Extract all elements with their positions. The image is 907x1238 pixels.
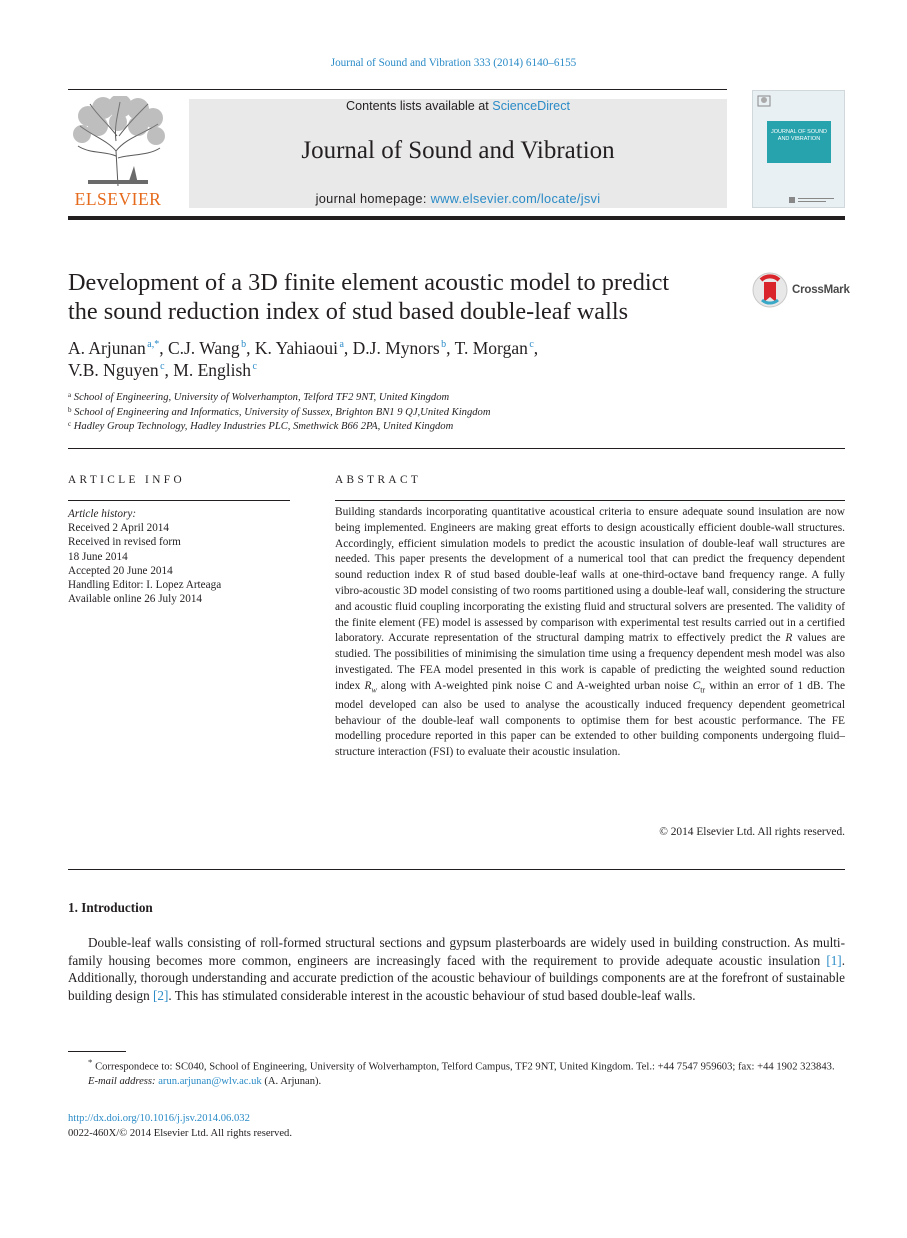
correspondence-footnote: * Correspondece to: SC040, School of Engineering, University of Wolverhampton, Telford Campus, TF2 9NT, United Kingdom. Tel.: +44 7547 959603; fax: +44 1902 323843.	[88, 1057, 835, 1073]
abstract-body	[335, 505, 845, 761]
symbol-r: R	[785, 632, 793, 645]
author-name: T. Morgan	[454, 338, 528, 358]
contents-prefix: Contents lists available at	[345, 99, 493, 113]
footnotes	[68, 1055, 845, 1090]
footnote-rule	[68, 1051, 126, 1052]
divider-rule	[68, 869, 845, 870]
crossmark-label: CrossMark	[792, 284, 850, 296]
abstract-text-part: along with A-weighted pink noise C and A-weighted urban noise	[376, 679, 693, 692]
crossmark-icon	[752, 272, 788, 308]
author-name: M. English	[173, 360, 252, 380]
author-affiliation-mark[interactable]: a,*	[147, 339, 160, 350]
cover-elsevier-icon	[757, 95, 771, 107]
symbol-ctr: $C_{tr}$	[692, 679, 706, 695]
contents-line	[189, 99, 727, 113]
abstract-heading: ABSTRACT	[335, 474, 422, 486]
journal-homepage	[189, 191, 727, 206]
author-name: D.J. Mynors	[352, 338, 440, 358]
affiliation-item	[68, 420, 768, 435]
email-label: E-mail address:	[88, 1076, 159, 1088]
author-affiliation-mark[interactable]: b	[241, 339, 247, 350]
affiliation-item	[68, 406, 768, 421]
author-affiliation-mark[interactable]: c	[252, 361, 257, 372]
cover-title-band: JOURNAL OF SOUND AND VIBRATION	[767, 121, 831, 163]
author-name: C.J. Wang	[167, 338, 240, 358]
elsevier-wordmark: ELSEVIER	[74, 189, 162, 209]
author-name: K. Yahiaoui	[254, 338, 338, 358]
affiliation-mark: b	[68, 405, 72, 414]
divider-rule	[68, 448, 845, 449]
journal-title: Journal of Sound and Vibration	[301, 137, 615, 164]
author-name: V.B. Nguyen	[68, 360, 159, 380]
author-affiliation-mark[interactable]: b	[441, 339, 447, 350]
cover-footer-mark-icon	[789, 195, 837, 205]
elsevier-tree-icon	[68, 96, 168, 188]
author-affiliation-mark[interactable]: a	[339, 339, 344, 350]
abstract-text-part: Building standards incorporating quantitative acoustical criteria to ensure adequate sound insulation are now being implemented. Engineers are making great efforts to design acoustically efficient double-wall structures. Accordingly, efficient simulation models to predict the acoustic insulation of double-leaf wall structures are needed. This paper presents the development of a numerical tool that can predict the frequency dependent sound reduction index R of stud based double-leaf walls at one-third-octave band frequency range. A fully vibro-acoustic 3D model consisting of two rooms partitioned using a double-leaf wall, considering the structure and acoustic fluid coupling incorporating the existing fluid and structural solvers are presented. The validity of the finite element (FE) model is assessed by comparison with experimental test results carried out in a certified laboratory. Accurate representation of the structural damping matrix to effectively predict the	[335, 506, 845, 645]
journal-citation[interactable]: Journal of Sound and Vibration 333 (2014) 6140–6155	[330, 57, 577, 69]
reference-link-1[interactable]: [1]	[826, 952, 842, 968]
affiliation-text: Hadley Group Technology, Hadley Industries PLC, Smethwick B66 2PA, United Kingdom	[73, 421, 454, 432]
affiliations	[68, 391, 768, 435]
article-history	[68, 507, 308, 606]
article-title	[68, 268, 748, 326]
history-line: Accepted 20 June 2014	[68, 564, 173, 577]
history-label: Article history:	[68, 508, 137, 520]
history-line: Received 2 April 2014	[68, 522, 169, 535]
article-info-heading: ARTICLE INFO	[68, 474, 185, 486]
elsevier-logo	[68, 96, 168, 210]
affiliation-mark: c	[68, 420, 72, 428]
author-list: A. Arjunan $^{a,*}$, C.J. Wang $^b$, K. Yahiaoui $^a$, D.J. Mynors $^b$, T. Morgan $^c$, V.B. Nguyen $^c$, M. English $^c$	[68, 338, 539, 380]
homepage-link[interactable]: www.elsevier.com/locate/jsvi	[430, 191, 601, 206]
symbol-rw: $R_w$	[364, 679, 377, 695]
homepage-prefix: journal homepage:	[315, 191, 431, 206]
masthead-bottom-rule	[68, 216, 845, 220]
author-name: A. Arjunan	[68, 338, 146, 358]
article-info-rule	[68, 500, 290, 501]
issn-line: 0022-460X/© 2014 Elsevier Ltd. All rights reserved.	[68, 1127, 293, 1139]
section-heading-introduction: 1. Introduction	[68, 900, 153, 915]
doi-link[interactable]: http://dx.doi.org/10.1016/j.jsv.2014.06.032	[68, 1113, 250, 1124]
masthead-top-rule	[68, 89, 727, 90]
crossmark-badge[interactable]	[752, 272, 850, 308]
author-affiliation-mark[interactable]: c	[160, 361, 165, 372]
history-line: 18 June 2014	[68, 550, 128, 563]
history-line: Received in revised form	[68, 536, 181, 549]
author-affiliation-mark[interactable]: c	[529, 339, 534, 350]
email-link[interactable]: arun.arjunan@wlv.ac.uk	[158, 1076, 262, 1088]
affiliation-text: School of Engineering, University of Wolverhampton, Telford TF2 9NT, United Kingdom	[73, 392, 450, 403]
article-title-line-2: the sound reduction index of stud based double-leaf walls	[68, 298, 629, 325]
sciencedirect-link[interactable]: ScienceDirect	[492, 99, 570, 113]
history-line: Handling Editor: I. Lopez Arteaga	[68, 579, 222, 592]
introduction-paragraph: Double-leaf walls consisting of roll-formed structural sections and gypsum plasterboards are widely used in building construction. As multi-family housing becomes more common, engineers are increasingly faced with the requirement to provide adequate acoustic insulation [1]. Additionally, thorough understanding and accurate prediction of the acoustic behaviour of buildings components are at the forefront of sustainable building design [2]. This has stimulated considerable interest in the acoustic behaviour of stud based double-leaf walls.	[68, 935, 845, 1003]
abstract-copyright: © 2014 Elsevier Ltd. All rights reserved.	[659, 826, 845, 838]
affiliation-mark: a	[68, 391, 72, 399]
abstract-rule	[335, 500, 845, 501]
history-line: Available online 26 July 2014	[68, 593, 203, 606]
affiliation-text: School of Engineering and Informatics, University of Sussex, Brighton BN1 9 QJ,United Kingdom	[74, 406, 491, 418]
email-footnote: E-mail address: arun.arjunan@wlv.ac.uk (A. Arjunan).	[88, 1076, 322, 1088]
journal-cover-thumbnail[interactable]	[752, 90, 845, 208]
affiliation-item	[68, 391, 768, 406]
correspondence-mark: *	[88, 1057, 93, 1067]
article-title-line-1: Development of a 3D finite element acoustic model to predict	[68, 269, 670, 296]
doi-block	[68, 1112, 568, 1141]
abstract-text-part: within an error of 1 dB. The model developed can also be used to analyse the acoustically induced frequency dependent geometrical behaviour of the double-leaf wall components to optimise them for best acoustic performance. The FE modelling procedure reported in this paper can be extended to other building components undergoing fluid–structure interaction (FSI) to evaluate their acoustic insulation.	[335, 679, 846, 759]
reference-link-2[interactable]: [2]	[153, 987, 169, 1003]
abstract-text-part: values are studied. The possibilities of minimising the simulation time using a frequency dependent mesh model was also investigated. The FEA model presented in this work is capable of predicting the weighted sound reduction index	[335, 632, 845, 692]
